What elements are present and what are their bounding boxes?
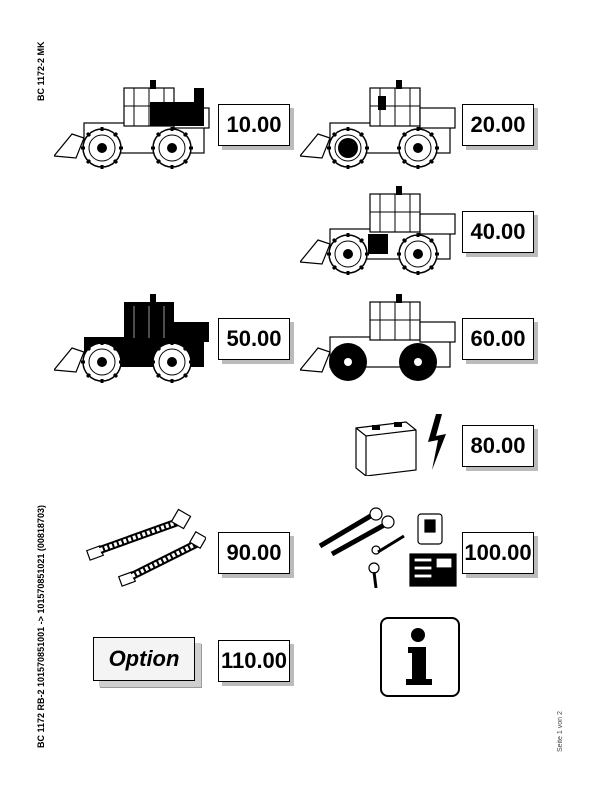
compactor-engine-icon [54,78,214,178]
option-label: Option [93,637,195,681]
page-number: Seite 1 von 2 [557,711,564,752]
tools-keys-decals-icon [314,506,460,590]
section-code-100[interactable]: 100.00 [462,532,534,574]
section-code-80[interactable]: 80.00 [462,425,534,467]
compactor-wheels-icon [300,292,460,392]
info-glyph-icon [382,619,458,695]
section-code-110[interactable]: 110.00 [218,640,290,682]
hydraulic-hose-icon [86,506,206,588]
section-code-90[interactable]: 90.00 [218,532,290,574]
compactor-cab-icon [300,78,460,178]
section-code-60[interactable]: 60.00 [462,318,534,360]
series-title: BC 1172 RB-2 101570851001 -> 101570851021 (00818703) [36,505,46,748]
section-code-20[interactable]: 20.00 [462,104,534,146]
compactor-drive-icon [300,184,460,284]
info-icon[interactable] [380,617,460,697]
model-label: BC 1172-2 MK [36,41,46,101]
battery-electric-icon [352,412,452,476]
section-code-40[interactable]: 40.00 [462,211,534,253]
section-code-50[interactable]: 50.00 [218,318,290,360]
section-code-10[interactable]: 10.00 [218,104,290,146]
compactor-full-icon [54,292,214,392]
